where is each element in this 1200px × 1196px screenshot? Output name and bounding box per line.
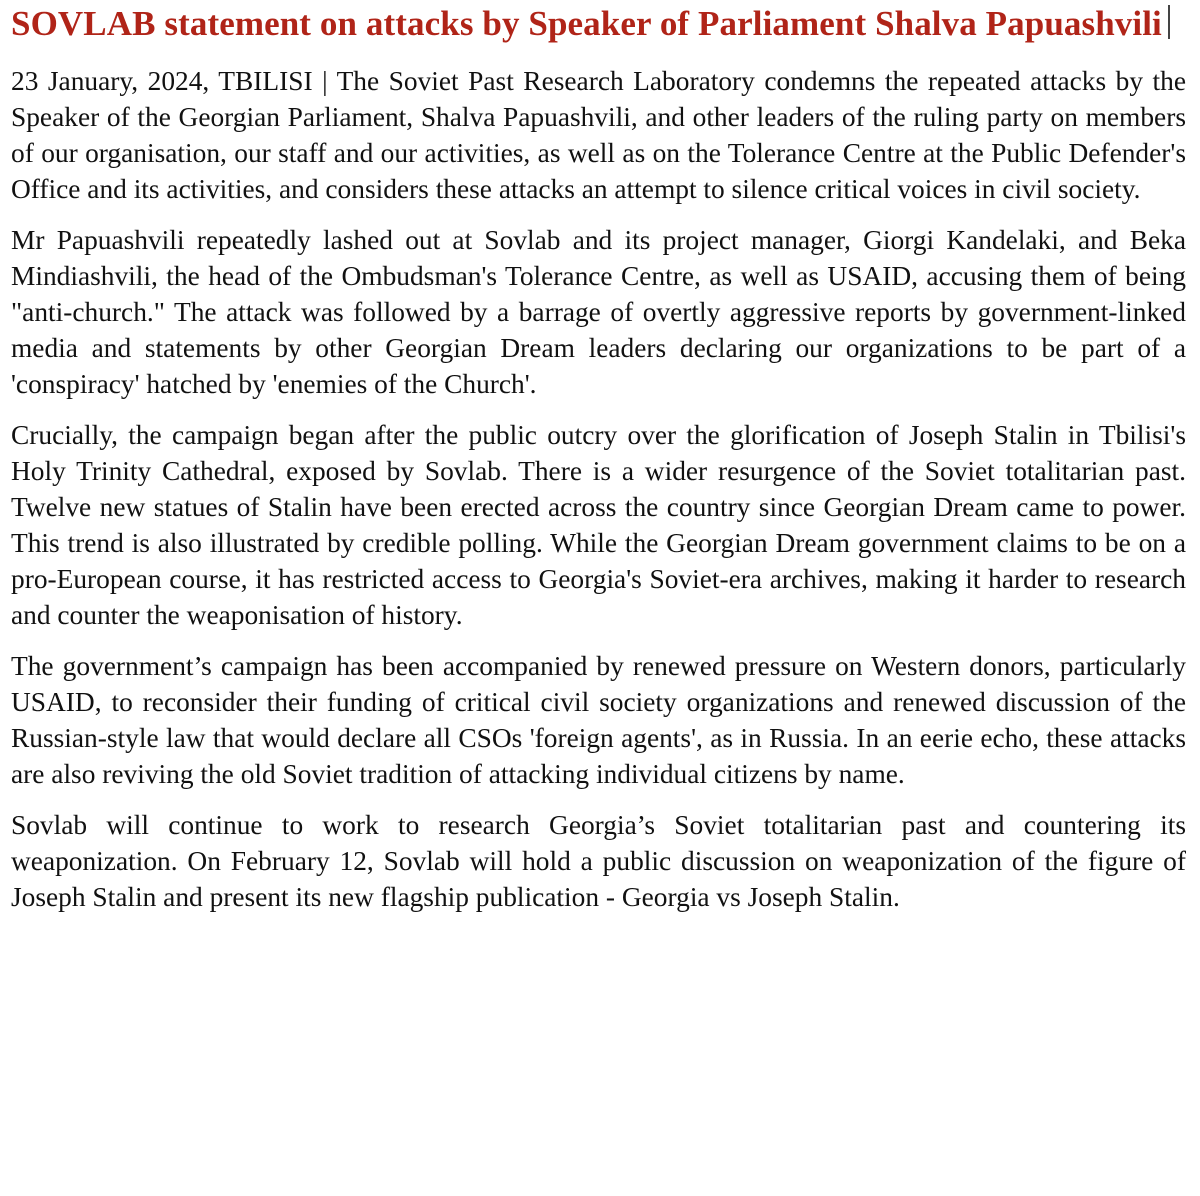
paragraph-sovlab-plans: Sovlab will continue to work to research Georgia’s Soviet totalitarian past and countering its weaponization. On February 12, Sovlab will hold a public discussion on weaponization of the figure of Joseph Stalin and present its new flagship publication - Georgia vs Joseph Stalin. [11,810,1186,912]
statement-title [11,0,1186,45]
paragraph-attacks: Mr Papuashvili repeatedly lashed out at Sovlab and its project manager, Giorgi Kandelaki, and Beka Mindiashvili, the head of the Ombudsman's Tolerance Centre, as well as USAID, accusing them of being "anti-church." The attack was followed by a barrage of overtly aggressive reports by government-linked media and statements by other Georgian Dream leaders declaring our organizations to be part of a 'conspiracy' hatched by 'enemies of the Church'. [11,225,1186,399]
statement-body [11,63,1186,915]
text-cursor [1168,5,1170,39]
statement-title-text: SOVLAB statement on attacks by Speaker of Parliament Shalva Papuashvili [11,4,1162,43]
paragraph-intro: 23 January, 2024, TBILISI | The Soviet Past Research Laboratory condemns the repeated attacks by the Speaker of the Georgian Parliament, Shalva Papuashvili, and other leaders of the ruling party on members of our organisation, our staff and our activities, as well as on the Tolerance Centre at the Public Defender's Office and its activities, and considers these attacks an attempt to silence critical voices in civil society. [11,66,1186,204]
paragraph-stalin-resurgence: Crucially, the campaign began after the public outcry over the glorification of Joseph Stalin in Tbilisi's Holy Trinity Cathedral, exposed by Sovlab. There is a wider resurgence of the Soviet totalitarian past. Twelve new statues of Stalin have been erected across the country since Georgian Dream came to power. This trend is also illustrated by credible polling. While the Georgian Dream government claims to be on a pro-European course, it has restricted access to Georgia's Soviet-era archives, making it harder to research and counter the weaponisation of history. [11,420,1186,630]
paragraph-donor-pressure: The government’s campaign has been accompanied by renewed pressure on Western donors, particularly USAID, to reconsider their funding of critical civil society organizations and renewed discussion of the Russian-style law that would declare all CSOs 'foreign agents', as in Russia. In an eerie echo, these attacks are also reviving the old Soviet tradition of attacking individual citizens by name. [11,651,1186,789]
